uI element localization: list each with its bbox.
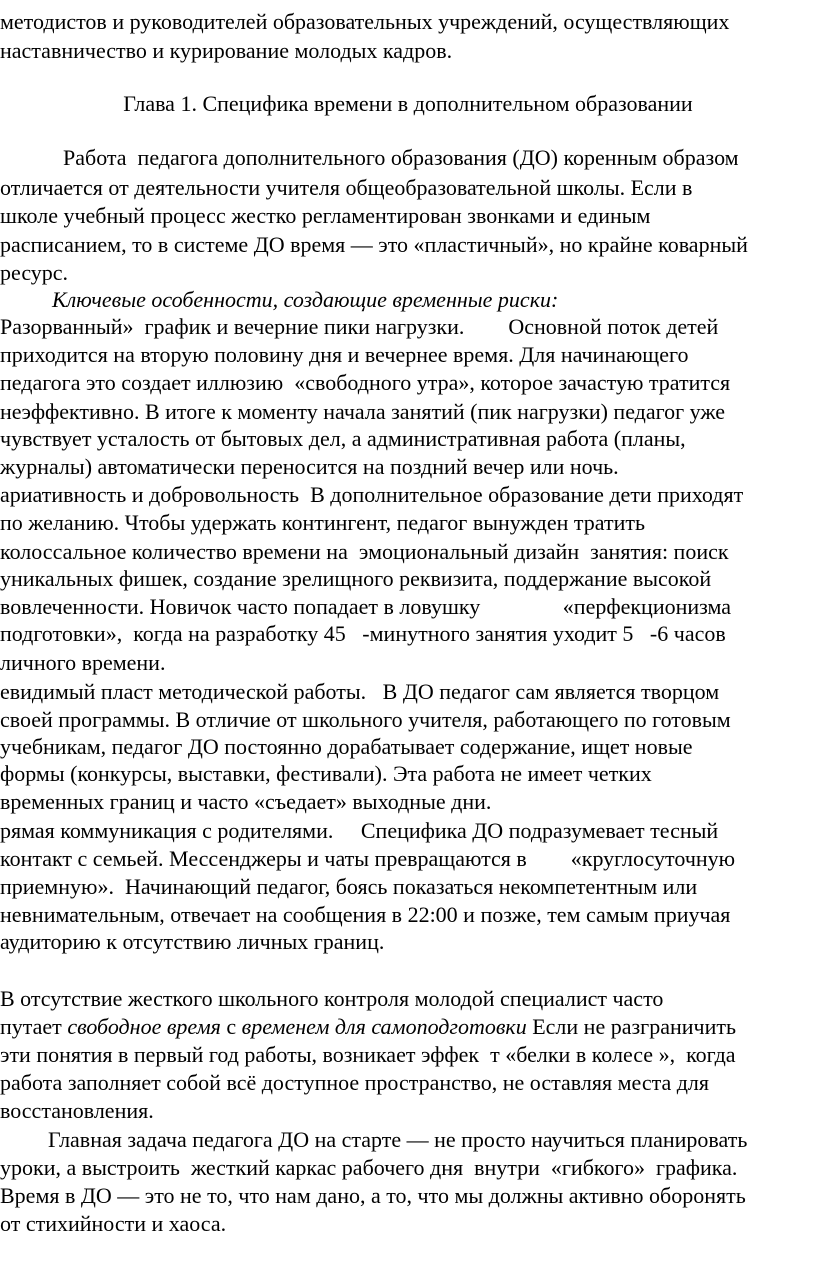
paragraph-line: школе учебный процесс жестко регламентирован звонками и единым [0, 203, 651, 228]
feature-line: приемную». Начинающий педагог, боясь показаться некомпетентным или [0, 874, 698, 899]
feature-line: Разорванный» график и вечерние пики нагрузки. Основной поток детей [0, 314, 719, 339]
intro-line: наставничество и курирование молодых кадров. [0, 38, 453, 63]
feature-line: вовлеченности. Новичок часто попадает в ловушку «перфекционизма [0, 594, 732, 619]
conclusion-line: Главная задача педагога ДО на старте — не просто научиться планировать [48, 1127, 748, 1152]
feature-line: аудиторию к отсутствию личных границ. [0, 929, 385, 954]
feature-line: уникальных фишек, создание зрелищного реквизита, поддержание высокой [0, 566, 712, 591]
conclusion-line: от стихийности и хаоса. [0, 1211, 227, 1236]
feature-line: личного времени. [0, 650, 166, 675]
trap-text: с [220, 1014, 242, 1039]
feature-line: журналы) автоматически переносится на поздний вечер или ночь. [0, 454, 619, 479]
conclusion-line: уроки, а выстроить жесткий каркас рабочего дня внутри «гибкого» графика. [0, 1155, 738, 1180]
trap-paragraph-line: работа заполняет собой всё доступное пространство, не оставляя места для [0, 1070, 710, 1095]
trap-term-prep-time: временем для самоподготовки [241, 1014, 527, 1039]
conclusion-line: Время в ДО — это не то, что нам дано, а то, что мы должны активно оборонять [0, 1183, 746, 1208]
feature-line: евидимый пласт методической работы. В ДО педагог сам является творцом [0, 679, 720, 704]
paragraph-line: отличается от деятельности учителя общеобразовательной школы. Если в [0, 175, 693, 200]
feature-line: формы (конкурсы, выставки, фестивали). Эта работа не имеет четких [0, 761, 652, 786]
feature-line: по желанию. Чтобы удержать контингент, педагог вынужден тратить [0, 510, 646, 535]
paragraph-line: Работа педагога дополнительного образования (ДО) коренным образом [63, 145, 739, 170]
feature-line: подготовки», когда на разработку 45 -минутного занятия уходит 5 -6 часов [0, 621, 726, 646]
feature-line: колоссальное количество времени на эмоциональный дизайн занятия: поиск [0, 539, 729, 564]
trap-heading [0, 956, 816, 984]
feature-line: педагога это создает иллюзию «свободного утра», которое зачастую тратится [0, 370, 731, 395]
trap-term-free-time: свободное время [67, 1014, 221, 1039]
feature-line: контакт с семьей. Мессенджеры и чаты превращаются в «круглосуточную [0, 846, 736, 871]
trap-paragraph-line: восстановления. [0, 1098, 154, 1123]
chapter-title: Глава 1. Специфика времени в дополнительном образовании [123, 91, 693, 116]
feature-line: временных границ и часто «съедает» выходные дни. [0, 789, 492, 814]
trap-text: Если не разграничить [526, 1014, 736, 1039]
trap-paragraph-line [0, 1013, 816, 1041]
feature-line: своей программы. В отличие от школьного учителя, работающего по готовым [0, 707, 731, 732]
intro-line: методистов и руководителей образовательных учреждений, осуществляющих [0, 9, 730, 34]
trap-paragraph-line: эти понятия в первый год работы, возникает эффек т «белки в колесе », когда [0, 1042, 736, 1067]
feature-line: ариативность и добровольность В дополнительное образование дети приходят [0, 482, 744, 507]
feature-line: рямая коммуникация с родителями. Специфика ДО подразумевает тесный [0, 818, 719, 843]
paragraph-line: расписанием, то в системе ДО время — это «пластичный», но крайне коварный [0, 232, 748, 257]
paragraph-line: ресурс. [0, 260, 69, 285]
feature-line: неэффективно. В итоге к моменту начала занятий (пик нагрузки) педагог уже [0, 399, 726, 424]
feature-line: чувствует усталость от бытовых дел, а административная работа (планы, [0, 426, 686, 451]
feature-line: учебникам, педагог ДО постоянно дорабатывает содержание, ищет новые [0, 734, 693, 759]
trap-text: путает [0, 1014, 68, 1039]
feature-line: приходится на вторую половину дня и вечернее время. Для начинающего [0, 342, 689, 367]
trap-paragraph-line: В отсутствие жесткого школьного контроля молодой специалист часто [0, 986, 664, 1011]
key-features-heading: Ключевые особенности, создающие временные риски: [52, 287, 559, 312]
feature-line: невнимательным, отвечает на сообщения в 22:00 и позже, тем самым приучая [0, 902, 731, 927]
